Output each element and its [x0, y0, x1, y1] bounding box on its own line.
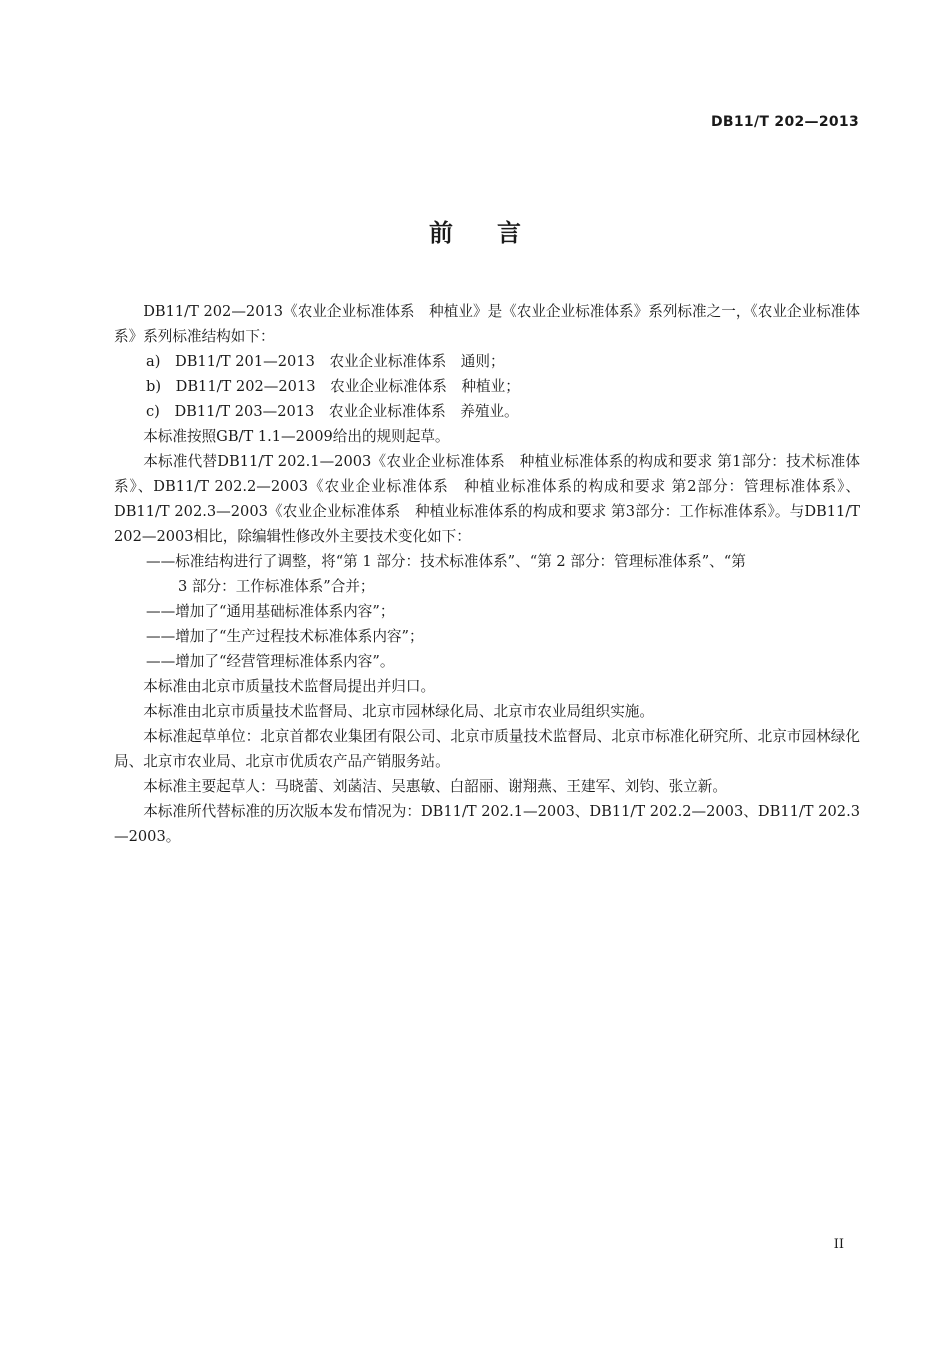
drafting-rules-paragraph: 本标准按照GB/T 1.1—2009给出的规则起草。: [143, 428, 450, 445]
change-item-2: ——增加了“通用基础标准体系内容”；: [146, 603, 395, 620]
change-item-1-continued: 3 部分：工作标准体系”合并；: [178, 578, 375, 595]
change-item-4: ——增加了“经营管理标准体系内容”。: [146, 653, 395, 670]
page-title: 前言: [429, 219, 565, 247]
replacement-paragraph: 本标准代替DB11/T 202.1—2003《农业企业标准体系 种植业标准体系的构成和要求 第1部分：技术标准体系》、DB11/T 202.2—2003《农业企业标准体系 种植业标准体系的构成和要求 第2部分：管理标准体系》、DB11/T 202.3—2003《农业企业标准体系 种植业标准体系的构成和要求 第3部分：工作标准体系》。与DB11/T 202—2003相比，除编辑性修改外主要技术变化如下：: [114, 453, 860, 545]
drafting-units-paragraph: 本标准起草单位：北京首都农业集团有限公司、北京市质量技术监督局、北京市标准化研究所、北京市园林绿化局、北京市农业局、北京市优质农产品产销服务站。: [114, 728, 860, 770]
list-item-a: a) DB11/T 201—2013 农业企业标准体系 通则；: [146, 353, 505, 370]
document-code: DB11/T 202—2013: [711, 114, 859, 130]
intro-paragraph: DB11/T 202—2013《农业企业标准体系 种植业》是《农业企业标准体系》系列标准之一，《农业企业标准体系》系列标准结构如下：: [114, 303, 860, 345]
change-item-3: ——增加了“生产过程技术标准体系内容”；: [146, 628, 424, 645]
page-number: II: [833, 1237, 844, 1252]
implementer-paragraph: 本标准由北京市质量技术监督局、北京市园林绿化局、北京市农业局组织实施。: [143, 703, 654, 720]
drafters-paragraph: 本标准主要起草人：马晓蕾、刘菡洁、吴惠敏、白韶丽、谢翔燕、王建军、刘钧、张立新。: [143, 778, 727, 795]
list-item-b: b) DB11/T 202—2013 农业企业标准体系 种植业；: [146, 378, 520, 395]
document-body: [114, 299, 860, 849]
list-item-c: c) DB11/T 203—2013 农业企业标准体系 养殖业。: [146, 403, 519, 420]
history-paragraph: 本标准所代替标准的历次版本发布情况为：DB11/T 202.1—2003、DB11/T 202.2—2003、DB11/T 202.3—2003。: [114, 803, 860, 845]
proposer-paragraph: 本标准由北京市质量技术监督局提出并归口。: [143, 678, 436, 695]
change-item-1: ——标准结构进行了调整，将“第 1 部分：技术标准体系”、“第 2 部分：管理标准体系”、“第: [146, 553, 746, 570]
